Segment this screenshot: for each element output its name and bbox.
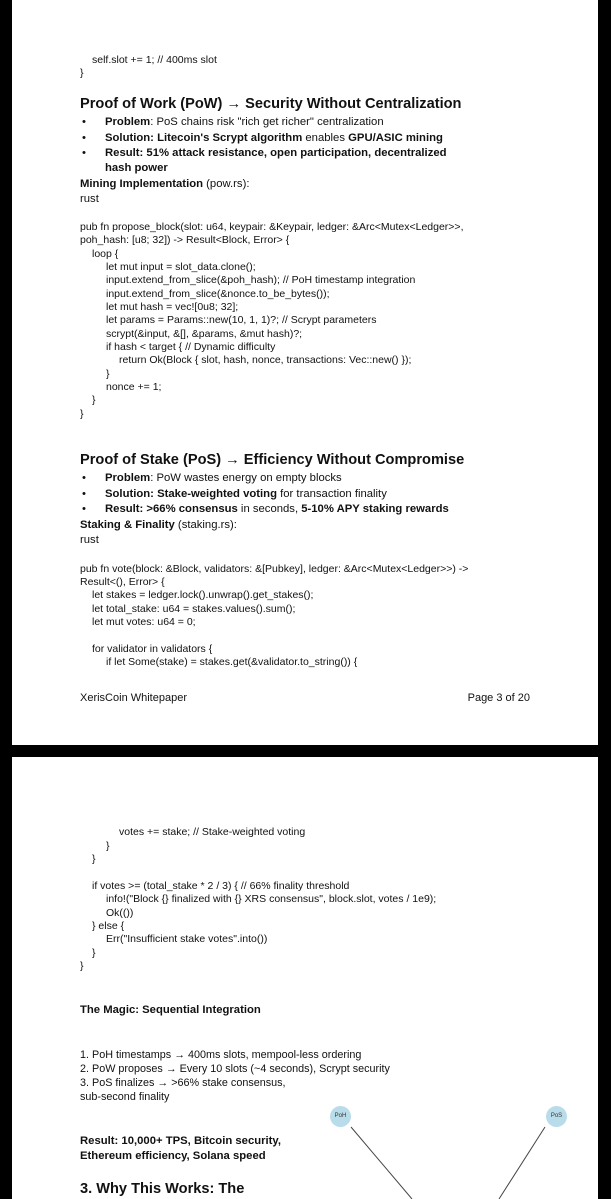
bullet-dot: • xyxy=(82,116,86,128)
step-item: 2. PoW proposes → Every 10 slots (~4 seconds), Scrypt security xyxy=(80,1063,390,1075)
code-line: Err("Insufficient stake votes".into()) xyxy=(106,933,268,945)
bullet-dot: • xyxy=(82,488,86,500)
page-number: Page 3 of 20 xyxy=(467,692,530,704)
magic-heading: The Magic: Sequential Integration xyxy=(80,1004,261,1016)
code-line: if votes >= (total_stake * 2 / 3) { // 66% finality threshold xyxy=(92,880,350,892)
diagram-connectors xyxy=(12,757,598,1199)
code-line: votes += stake; // Stake-weighted voting xyxy=(119,826,306,838)
bullet-dot: • xyxy=(82,472,86,484)
code-line: Ok(()) xyxy=(106,907,134,919)
code-line: if hash < target { // Dynamic difficulty xyxy=(106,341,276,353)
code-line: Result<(), Error> { xyxy=(80,576,165,588)
code-line: } xyxy=(92,394,96,406)
code-line: for validator in validators { xyxy=(92,643,213,655)
code-line: scrypt(&input, &[], &params, &mut hash)?; xyxy=(106,328,303,340)
code-line: } xyxy=(80,960,84,972)
code-line: if let Some(stake) = stakes.get(&validator.to_string()) { xyxy=(106,656,358,668)
node-poh: PoH xyxy=(330,1106,351,1127)
code-line: poh_hash: [u8; 32]) -> Result<Block, Error> { xyxy=(80,234,290,246)
bullet-dot: • xyxy=(82,503,86,515)
code-line: } xyxy=(80,67,84,79)
section-heading: 3. Why This Works: The xyxy=(80,1181,245,1197)
step-item: sub-second finality xyxy=(80,1091,170,1103)
code-line: loop { xyxy=(92,248,119,260)
code-line: let total_stake: u64 = stakes.values().sum(); xyxy=(92,603,296,615)
bullet-dot: • xyxy=(82,147,86,159)
lang-label: rust xyxy=(80,193,99,205)
code-line: input.extend_from_slice(&nonce.to_be_bytes()); xyxy=(106,288,330,300)
code-line: let params = Params::new(10, 1, 1)?; // Scrypt parameters xyxy=(106,314,377,326)
step-item: 3. PoS finalizes → >66% stake consensus, xyxy=(80,1077,286,1089)
impl-label: Mining Implementation (pow.rs): xyxy=(80,178,250,190)
code-line: return Ok(Block { slot, hash, nonce, transactions: Vec::new() }); xyxy=(119,354,412,366)
result-line: Result: 10,000+ TPS, Bitcoin security, xyxy=(80,1135,282,1147)
code-line: } xyxy=(92,947,96,959)
lang-label: rust xyxy=(80,534,99,546)
code-line: } xyxy=(106,368,110,380)
code-line: let mut input = slot_data.clone(); xyxy=(106,261,256,273)
code-line: pub fn propose_block(slot: u64, keypair: &Keypair, ledger: &Arc<Mutex<Ledger>>, xyxy=(80,221,464,233)
impl-label: Staking & Finality (staking.rs): xyxy=(80,519,237,531)
document-page-3: self.slot += 1; // 400ms slot } Proof of Work (PoW) → Security Without Centralization • Problem: PoS chains risk "rich get richer" centralization • Solution: Litecoin's Scrypt algorithm enables GPU/ASIC mining • Result: 51% attack resistance, open participation, decentralized hash power Mining Implementation (pow.rs): rust pub fn propose_block(slot: u64, keypair: &Keypair, ledger: &Arc<Mutex<Ledger>>, poh_hash: [u8; 32]) -> Result<Block, Error> { loop { let mut input = slot_data.clone(); input.extend_from_slice(&poh_hash); // PoH timestamp integration input.extend_from_slice(&nonce.to_be_bytes()); let mut hash = vec![0u8; 32]; let params = Params::new(10, 1, 1)?; // Scrypt parameters scrypt(&input, &[], &params, &mut hash)?; if hash < target { // Dynamic difficulty return Ok(Block { slot, hash, nonce, transactions: Vec::new() }); } nonce += 1; } } Proof of Stake (PoS) → Efficiency Without Compromise • Problem: PoW wastes energy on empty blocks • Solution: Stake-weighted voting for transaction finality • Result: >66% consensus in seconds, 5-10% APY staking rewards Staking & Finality (staking.rs): rust pub fn vote(block: &Block, validators: &[Pubkey], ledger: &Arc<Mutex<Ledger>>) -> Result<(), Error> { let stakes = ledger.lock().unwrap().get_stakes(); let total_stake: u64 = stakes.values().sum(); let mut votes: u64 = 0; for validator in validators { if let Some(stake) = stakes.get(&validator.to_string()) { XerisCoin Whitepaper Page 3 of 20 xyxy=(12,0,598,745)
node-pos: PoS xyxy=(546,1106,567,1127)
footer-title: XerisCoin Whitepaper xyxy=(80,692,187,704)
document-page-4 xyxy=(12,757,598,1199)
pow-heading: Proof of Work (PoW) → Security Without Centralization xyxy=(80,96,462,112)
connector-line xyxy=(499,1127,545,1199)
code-line: } xyxy=(92,853,96,865)
code-line: nonce += 1; xyxy=(106,381,162,393)
code-line: let mut votes: u64 = 0; xyxy=(92,616,196,628)
code-line: } xyxy=(80,408,84,420)
code-line: pub fn vote(block: &Block, validators: &[Pubkey], ledger: &Arc<Mutex<Ledger>>) -> xyxy=(80,563,469,575)
code-line: input.extend_from_slice(&poh_hash); // PoH timestamp integration xyxy=(106,274,416,286)
code-line: } xyxy=(106,840,110,852)
code-line: let mut hash = vec![0u8; 32]; xyxy=(106,301,239,313)
pos-heading: Proof of Stake (PoS) → Efficiency Without Compromise xyxy=(80,452,465,468)
code-line: self.slot += 1; // 400ms slot xyxy=(92,54,217,66)
step-item: 1. PoH timestamps → 400ms slots, mempool-less ordering xyxy=(80,1049,362,1061)
bullet-dot: • xyxy=(82,132,86,144)
connector-line xyxy=(351,1127,412,1199)
code-line: info!("Block {} finalized with {} XRS consensus", block.slot, votes / 1e9); xyxy=(106,893,437,905)
code-line: } else { xyxy=(92,920,125,932)
code-line: let stakes = ledger.lock().unwrap().get_stakes(); xyxy=(92,589,314,601)
result-line: Ethereum efficiency, Solana speed xyxy=(80,1150,266,1162)
